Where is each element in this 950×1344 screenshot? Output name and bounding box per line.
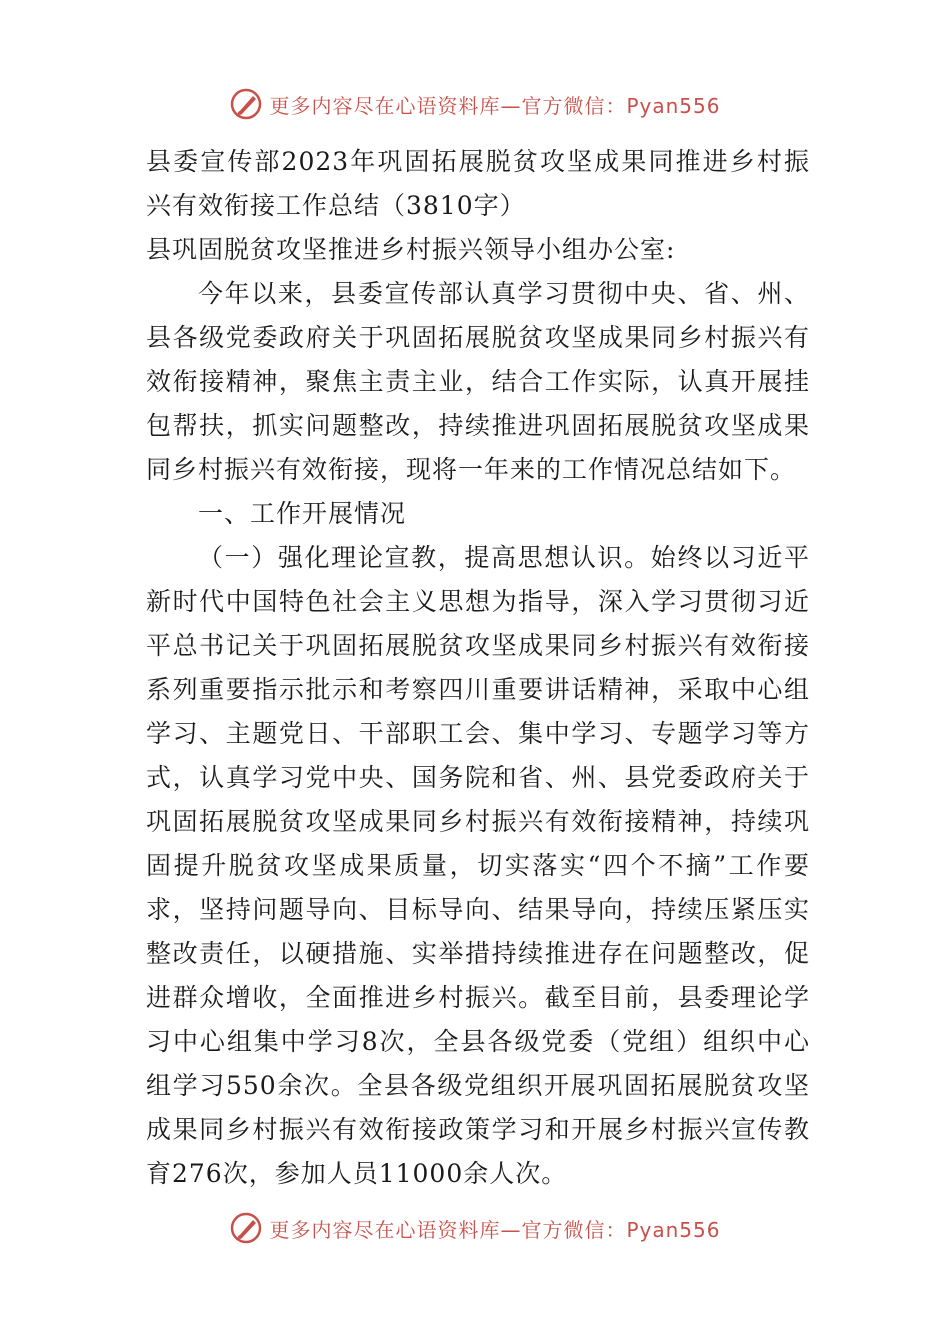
recipient-line: 县巩固脱贫攻坚推进乡村振兴领导小组办公室: [146,235,676,264]
section-heading: 一、工作开展情况 [198,499,407,528]
pen-logo-icon [229,87,263,121]
document-title: 县委宣传部2023年巩固拓展脱贫攻坚成果同推进乡村振兴有效衔接工作总结（3810字） [146,147,810,220]
watermark-banner-top [0,84,950,124]
section-paragraph: （一）强化理论宣教，提高思想认识。始终以习近平新时代中国特色社会主义思想为指导，深入学习贯彻习近平总书记关于巩固拓展脱贫攻坚成果同乡村振兴有效衔接系列重要指示批示和考察四川重要讲话精神，采取中心组学习、主题党日、干部职工会、集中学习、专题学习等方式，认真学习党中央、国务院和省、州、县党委政府关于巩固拓展脱贫攻坚成果同乡村振兴有效衔接精神，持续巩固提升脱贫攻坚成果质量，切实落实“四个不摘”工作要求，坚持问题导向、目标导向、结果导向，持续压紧压实整改责任，以硬措施、实举措持续推进存在问题整改，促进群众增收，全面推进乡村振兴。截至目前，县委理论学习中心组集中学习8次，全县各级党委（党组）组织中心组学习550余次。全县各级党组织开展巩固拓展脱贫攻坚成果同乡村振兴有效衔接政策学习和开展乡村振兴宣传教育276次，参加人员11000余人次。 [146,543,810,1188]
watermark-text: 更多内容尽在心语资料库—官方微信：Pyan556 [269,93,721,118]
document-body [146,140,810,1196]
intro-paragraph: 今年以来，县委宣传部认真学习贯彻中央、省、州、县各级党委政府关于巩固拓展脱贫攻坚成果同乡村振兴有效衔接精神，聚焦主责主业，结合工作实际，认真开展挂包帮扶，抓实问题整改，持续推进巩固拓展脱贫攻坚成果同乡村振兴有效衔接，现将一年来的工作情况总结如下。 [146,279,810,484]
watermark-text: 更多内容尽在心语资料库—官方微信：Pyan556 [269,1217,721,1242]
pen-logo-icon [229,1211,263,1245]
watermark-banner-bottom [0,1208,950,1248]
